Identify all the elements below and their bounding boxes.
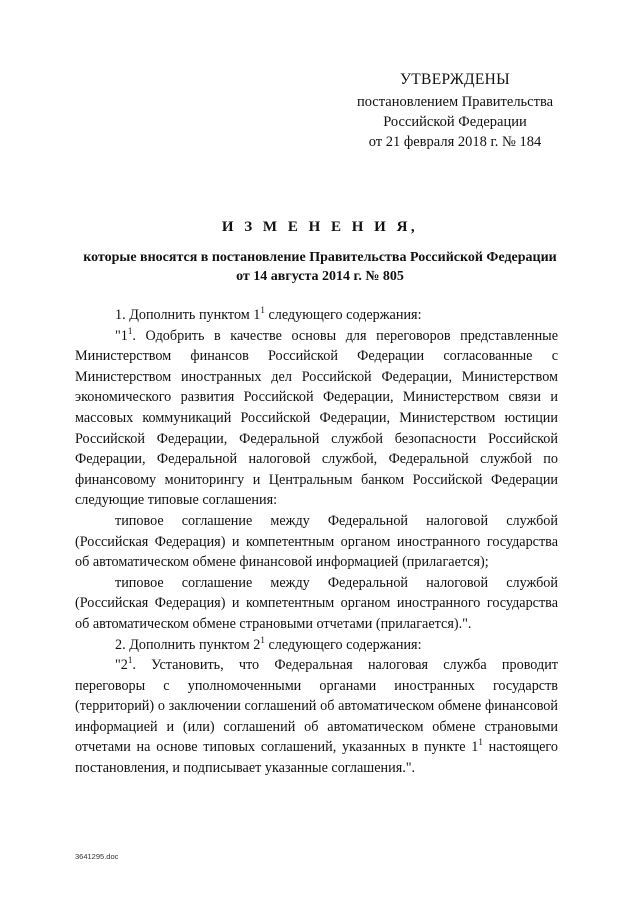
document-body — [75, 305, 558, 779]
item-2-intro: 2. Дополнить пунктом $2^1$ следующего содержания: — [115, 634, 422, 653]
agreement-2-paragraph: типовое соглашение между Федеральной налоговой службой (Российская Федерация) и компетентным органом иностранного государства об автоматическом обмене страновыми отчетами (прилагается).". — [75, 574, 558, 632]
document-title: И З М Е Н Е Н И Я, — [221, 219, 419, 235]
approval-block — [300, 70, 610, 152]
approval-line-2: Российской Федерации — [383, 114, 527, 130]
item-1-intro: 1. Дополнить пунктом $1^1$ следующего содержания: — [115, 305, 422, 323]
file-name-footer: 3641295.doc — [75, 852, 119, 861]
approval-line-3: от 21 февраля 2018 г. № 184 — [368, 134, 542, 150]
approval-line-1: постановлением Правительства — [356, 94, 554, 110]
approval-heading: УТВЕРЖДЕНЫ — [400, 71, 510, 88]
item-1-text: "$1^1$. Одобрить в качестве основы для переговоров представленные Министерством финансов Российской Федерации согласованные с Министерством иностранных дел Российской Федерации, Министерством экономического развития Российской Федерации, Министерством связи и массовых коммуникаций Российской Федерации, Министерством юстиции Российской Федерации, Федеральной службой безопасности Российской Федерации, Федеральной налоговой службой, Федеральной службой по финансовому мониторингу и Центральным банком Российской Федерации следующие типовые соглашения: — [75, 325, 558, 509]
agreement-1-paragraph: типовое соглашение между Федеральной налоговой службой (Российская Федерация) и компетентным органом иностранного государства об автоматическом обмене финансовой информацией (прилагается); — [75, 512, 558, 571]
document-subtitle: которые вносятся в постановление Правительства Российской Федерации от 14 августа 2014 г. № 805 — [83, 250, 557, 284]
item-2-text: "$2^1$. Установить, что Федеральная налоговая служба проводит переговоры с уполномоченными органами иностранных государств (территорий) о заключении соглашений об автоматическом обмене финансовой информацией и (или) соглашений об автоматическом обмене страновыми отчетами на основе типовых соглашений, указанных в пункте $1^1$ настоящего постановления, и подписывает указанные соглашения.". — [75, 655, 558, 777]
